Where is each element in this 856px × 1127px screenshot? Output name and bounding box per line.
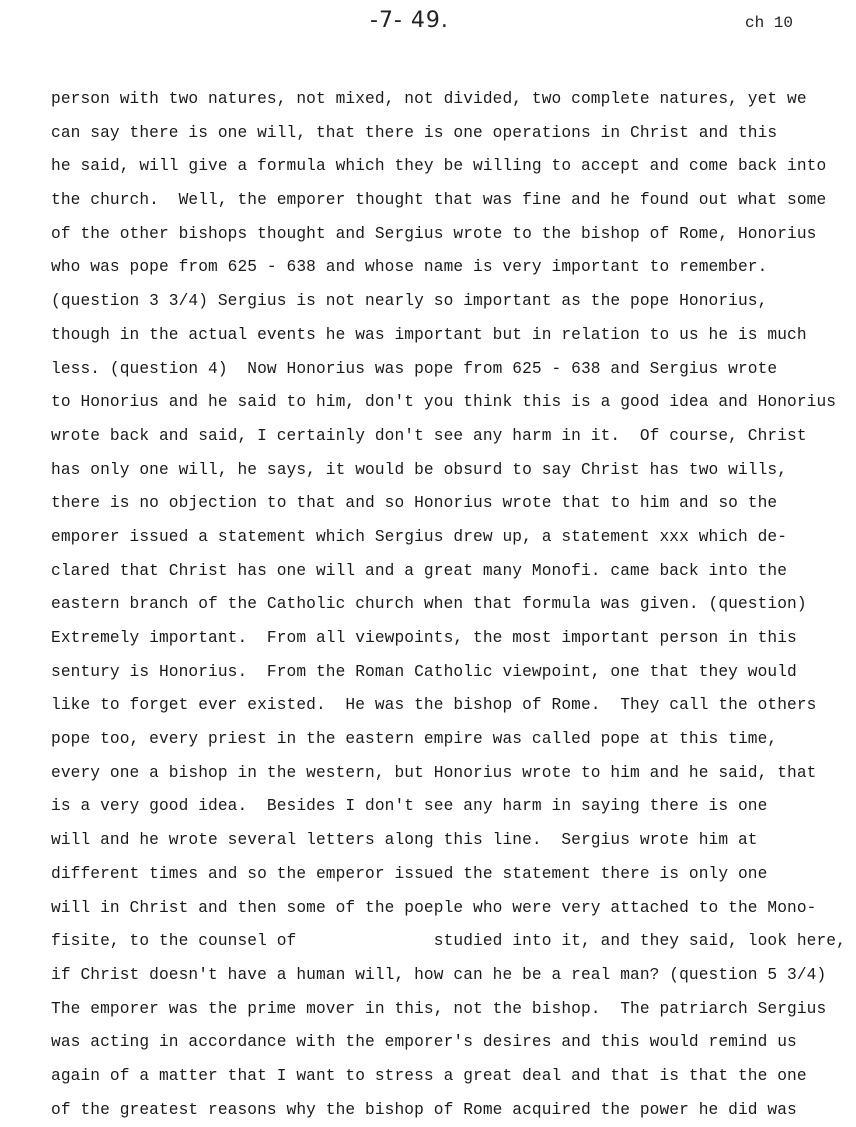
text-line: (question 3 3/4) Sergius is not nearly so important as the pope Honorius, <box>51 292 768 311</box>
chapter-label: ch 10 <box>745 14 794 32</box>
text-line: has only one will, he says, it would be obsurd to say Christ has two wills, <box>51 460 788 479</box>
body-text <box>51 83 856 1127</box>
page-number: -7- 49. <box>370 8 449 33</box>
text-line: will and he wrote several letters along this line. Sergius wrote him at <box>51 831 758 850</box>
text-line: sentury is Honorius. From the Roman Catholic viewpoint, one that they would <box>51 662 797 681</box>
text-line: pope too, every priest in the eastern empire was called pope at this time, <box>51 730 778 749</box>
text-line: less. (question 4) Now Honorius was pope from 625 - 638 and Sergius wrote <box>51 359 778 378</box>
text-line: clared that Christ has one will and a great many Monofi. came back into the <box>51 561 788 580</box>
text-line: if Christ doesn't have a human will, how can he be a real man? (question 5 3/4) <box>51 965 827 984</box>
text-line: of the greatest reasons why the bishop of Rome acquired the power he did was <box>51 1100 797 1119</box>
text-line: like to forget ever existed. He was the bishop of Rome. They call the others <box>51 696 817 715</box>
text-line: the church. Well, the emporer thought that was fine and he found out what some <box>51 191 827 210</box>
text-line: he said, will give a formula which they be willing to accept and come back into <box>51 157 827 176</box>
text-line: eastern branch of the Catholic church when that formula was given. (question) <box>51 595 807 614</box>
text-line: will in Christ and then some of the poeple who were very attached to the Mono- <box>51 898 817 917</box>
text-line: The emporer was the prime mover in this, not the bishop. The patriarch Sergius <box>51 999 827 1018</box>
text-line: to Honorius and he said to him, don't you think this is a good idea and Honorius <box>51 393 837 412</box>
text-line: person with two natures, not mixed, not divided, two complete natures, yet we <box>51 90 807 108</box>
text-line: wrote back and said, I certainly don't see any harm in it. Of course, Christ <box>51 426 807 445</box>
text-line: though in the actual events he was important but in relation to us he is much <box>51 325 807 344</box>
text-line: emporer issued a statement which Sergius drew up, a statement xxx which de- <box>51 527 788 546</box>
text-line: there is no objection to that and so Honorius wrote that to him and so the <box>51 494 778 513</box>
text-line: Extremely important. From all viewpoints, the most important person in this <box>51 629 797 647</box>
text-line: is a very good idea. Besides I don't see any harm in saying there is one <box>51 797 768 816</box>
text-line: who was pope from 625 - 638 and whose name is very important to remember. <box>51 258 768 277</box>
text-line: of the other bishops thought and Sergius wrote to the bishop of Rome, Honorius <box>51 224 817 243</box>
text-line: different times and so the emperor issued the statement there is only one <box>51 864 768 883</box>
text-line: can say there is one will, that there is one operations in Christ and this <box>51 123 778 142</box>
text-line: every one a bishop in the western, but Honorius wrote to him and he said, that <box>51 763 817 782</box>
text-line: fisite, to the counsel of studied into it, and they said, look here, <box>51 932 846 951</box>
text-line: was acting in accordance with the emporer's desires and this would remind us <box>51 1033 797 1052</box>
text-line: again of a matter that I want to stress a great deal and that is that the one <box>51 1066 807 1085</box>
